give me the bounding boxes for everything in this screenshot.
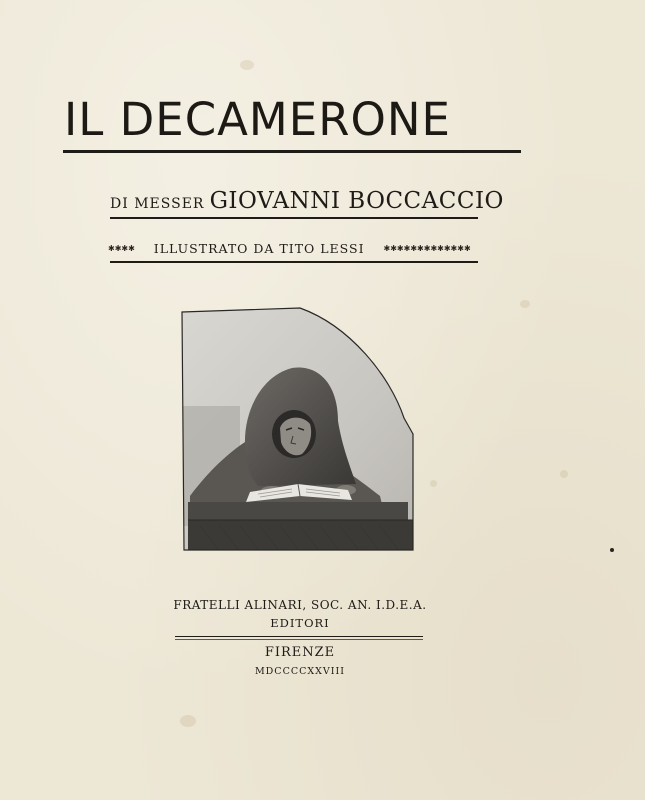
imprint-rule-bottom bbox=[175, 639, 423, 640]
publisher-role: EDITORI bbox=[270, 616, 330, 630]
foxing-spot bbox=[610, 548, 614, 552]
foxing-spot bbox=[560, 470, 568, 478]
foxing-spot bbox=[430, 480, 437, 487]
ornament-right: ✱✱✱✱✱✱✱✱✱✱✱✱✱ bbox=[383, 244, 471, 253]
monk-illustration bbox=[180, 306, 416, 554]
publisher-name: FRATELLI ALINARI, SOC. AN. I.D.E.A. bbox=[173, 598, 427, 612]
publication-year: MDCCCCXXVIII bbox=[254, 666, 346, 677]
author-name: GIOVANNI BOCCACCIO bbox=[209, 188, 504, 214]
imprint-rule-top bbox=[175, 636, 423, 637]
byline-rule bbox=[110, 217, 478, 219]
illustrator-credit: ILLUSTRATO DA TITO LESSI bbox=[153, 241, 365, 256]
ornament-left: ✱✱✱✱ bbox=[108, 244, 135, 253]
title-rule bbox=[63, 150, 521, 153]
foxing-spot bbox=[180, 715, 196, 727]
illustrator-line bbox=[108, 240, 480, 258]
foxing-spot bbox=[520, 300, 530, 308]
author-byline bbox=[110, 186, 504, 219]
illustrator-rule bbox=[110, 261, 478, 263]
publication-place: FIRENZE bbox=[264, 645, 336, 660]
book-title: IL DECAMERONE bbox=[64, 93, 451, 146]
byline-prefix: DI MESSER bbox=[110, 196, 205, 212]
foxing-spot bbox=[240, 60, 254, 70]
